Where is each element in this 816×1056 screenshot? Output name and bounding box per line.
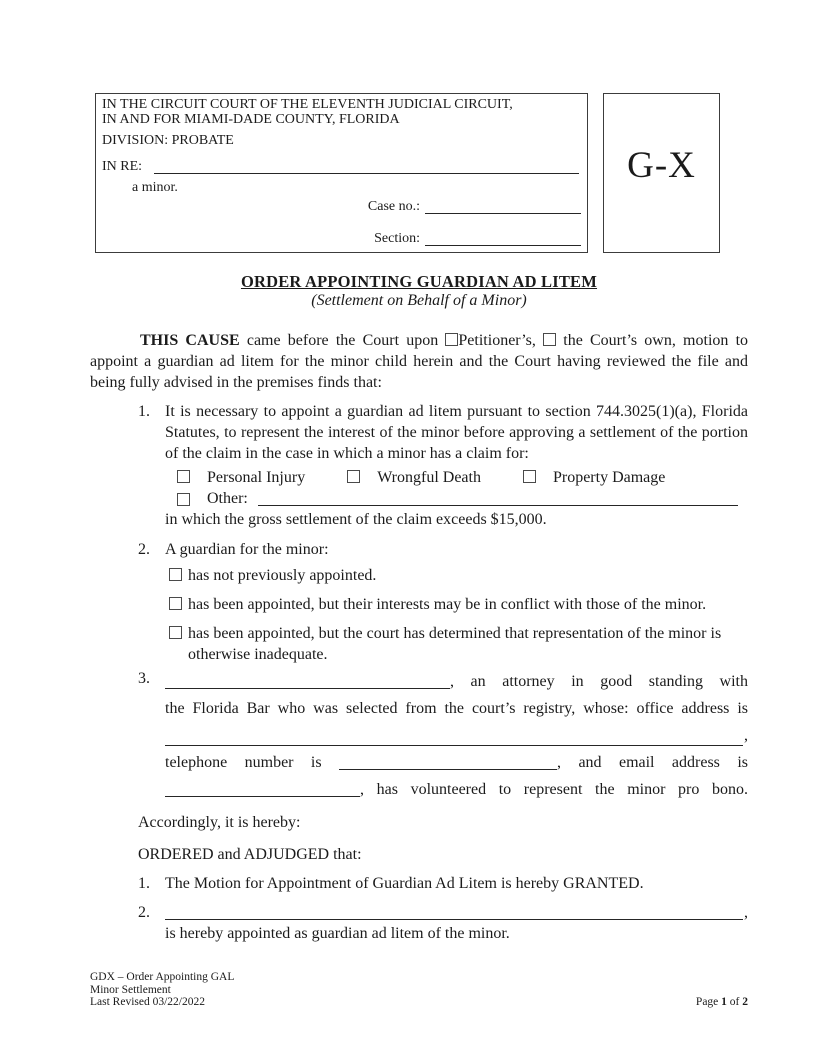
wrongful-death-checkbox[interactable] [347,470,360,483]
page-number: 1 [721,996,727,1008]
intro-segment1: came before the Court upon [239,332,446,349]
telephone-label: telephone number is [165,754,322,771]
finding-item-1 [90,401,748,530]
petitioners-checkbox-label: Petitioner’s, [458,332,536,349]
footer-revision-date: Last Revised 03/22/2022 [90,996,205,1008]
guardian-option-2-label: has been appointed, but their interests may be in conflict with those of the minor. [188,596,707,613]
attorney-name-field[interactable] [165,675,450,689]
caption-box [95,93,588,253]
section-label: Section: [374,231,420,246]
appointee-name-comma: , [744,904,748,921]
courts-own-checkbox-label: the Court’s own, [563,332,676,349]
document-subtitle: (Settlement on Behalf of a Minor) [311,292,527,309]
section-row [102,231,581,249]
courts-own-motion-checkbox[interactable] [543,333,556,346]
pro-bono-text: , has volunteered to represent the minor pro bono. [360,781,748,798]
case-no-label: Case no.: [367,199,420,214]
page-of-word: of [729,996,740,1008]
section-field[interactable] [425,235,581,246]
guardian-option-2 [169,594,748,615]
document-title: ORDER APPOINTING GUARDIAN AD LITEM [240,272,598,291]
form-code-box [603,93,720,253]
order-item-2 [90,902,748,944]
claim-option-wrongful-death [347,467,481,488]
claim-type-options [177,467,748,488]
document-content [90,0,748,944]
footer-form-id [90,971,234,1009]
case-no-row [102,199,581,217]
page-total: 2 [742,996,748,1008]
property-damage-label: Property Damage [552,469,666,486]
appointee-name-field[interactable] [165,919,743,920]
order-2-number: 2. [138,904,150,921]
guardian-option-1 [169,565,748,586]
attorney-line1-text: , an attorney in good standing with [450,673,748,690]
conflict-of-interest-checkbox[interactable] [169,597,182,610]
page-word: Page [695,996,719,1008]
guardian-option-3-label: has been appointed, but the court has determined that representation of the minor is otherwise inadequate. [188,625,722,663]
title-block [90,273,748,309]
other-field[interactable] [258,505,738,506]
finding-2-number: 2. [138,541,150,558]
finding-1-closing: in which the gross settlement of the claim exceeds $15,000. [165,511,547,528]
inadequate-representation-checkbox[interactable] [169,626,182,639]
this-cause-lead: THIS CAUSE [140,332,240,349]
order-item-1 [90,873,748,894]
finding-3-number: 3. [138,670,150,687]
intro-paragraph [90,330,748,393]
court-name-line1: IN THE CIRCUIT COURT OF THE ELEVENTH JUDICIAL CIRCUIT, [102,97,513,112]
footer-form-name: GDX – Order Appointing GAL [90,971,235,983]
in-re-field[interactable] [154,155,579,174]
finding-2-text: A guardian for the minor: [165,541,329,558]
email-line [165,776,748,803]
telephone-line [165,749,748,776]
telephone-field[interactable] [339,756,557,770]
page-indicator [696,996,748,1009]
claim-option-property-damage [523,467,665,488]
office-address-field[interactable] [165,745,743,746]
in-re-row [102,156,581,174]
case-caption [95,93,748,253]
claim-option-personal-injury [177,467,305,488]
accordingly-line: Accordingly, it is hereby: [138,814,301,831]
email-field[interactable] [165,783,360,797]
page-footer [90,971,748,1009]
attorney-name-line [165,668,748,695]
office-address-comma: , [744,727,748,744]
guardian-option-1-label: has not previously appointed. [188,567,377,584]
email-lead-text: , and email address is [557,754,748,771]
not-previously-appointed-checkbox[interactable] [169,568,182,581]
finding-1-text: It is necessary to appoint a guardian ad litem pursuant to section 744.3025(1)(a), Florida Statutes, to represent the interest of the minor before approving a settlement of the portion of the claim in the case in which a minor has a claim for: [165,403,748,462]
division-line: DIVISION: PROBATE [102,133,234,148]
appointee-name-line [165,902,748,923]
court-name-line2: IN AND FOR MIAMI-DADE COUNTY, FLORIDA [102,112,400,127]
order-1-number: 1. [138,875,150,892]
ordered-adjudged-line: ORDERED and ADJUDGED that: [138,846,362,863]
attorney-line2-text: the Florida Bar who was selected from the court’s registry, whose: office address is [165,700,748,717]
wrongful-death-label: Wrongful Death [377,469,481,486]
claim-option-other [177,488,748,509]
petitioners-motion-checkbox[interactable] [445,333,458,346]
finding-1-number: 1. [138,403,150,420]
order-1-text: The Motion for Appointment of Guardian Ad Litem is hereby GRANTED. [165,875,644,892]
finding-item-2 [90,539,748,665]
footer-form-subject: Minor Settlement [90,983,171,996]
other-label: Other: [207,490,248,507]
property-damage-checkbox[interactable] [523,470,536,483]
case-no-field[interactable] [425,203,581,214]
intro-segment2: motion to appoint a guardian ad litem for the minor child herein and the Court having reviewed the file and being fully advised in the premises finds that: [90,332,749,391]
finding-item-3 [90,668,748,803]
other-checkbox[interactable] [177,493,190,506]
in-re-label: IN RE: [102,159,143,174]
office-address-line [165,722,748,749]
guardian-option-3 [169,623,748,665]
form-code: G-X [627,144,696,186]
personal-injury-label: Personal Injury [207,469,306,486]
personal-injury-checkbox[interactable] [177,470,190,483]
minor-label: a minor. [132,180,178,195]
order-2-text: is hereby appointed as guardian ad litem of the minor. [165,925,510,942]
